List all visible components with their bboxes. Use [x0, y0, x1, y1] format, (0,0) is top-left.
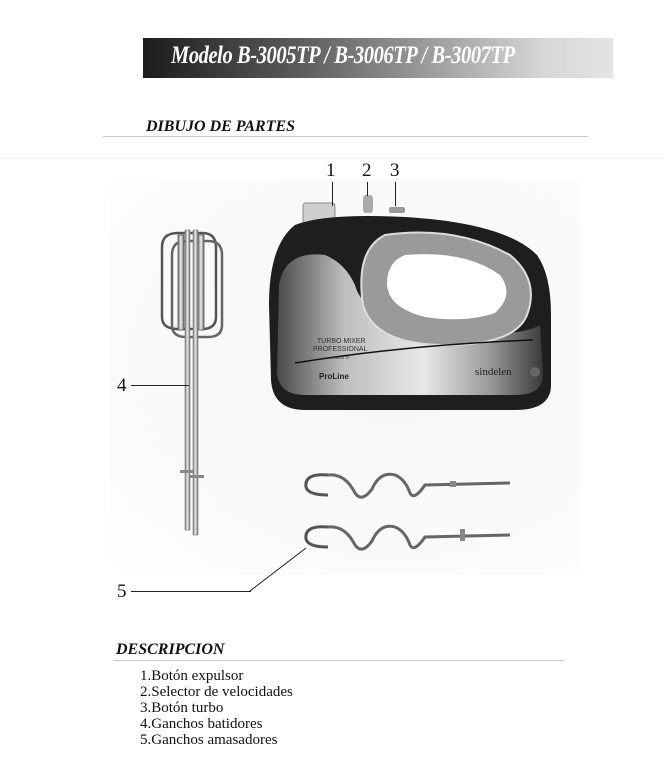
- leader-5-diagonal: [250, 548, 310, 593]
- callout-4: 4: [117, 375, 127, 396]
- callout-1: 1: [326, 160, 336, 181]
- list-item: 3.Botón turbo: [140, 700, 224, 716]
- model-title: Modelo B-3005TP / B-3006TP / B-3007TP: [171, 42, 515, 69]
- badge-line2: PROFESSIONAL: [313, 346, 368, 353]
- description-heading: DESCRIPCION: [116, 641, 225, 658]
- callout-3: 3: [390, 160, 400, 181]
- list-item: 1.Botón expulsor: [140, 668, 244, 684]
- parts-description-list: [140, 668, 293, 748]
- leader-3: [395, 182, 396, 206]
- dough-hooks-illustration: [300, 465, 520, 555]
- callout-2: 2: [362, 160, 372, 181]
- brand-logo: sindelen: [475, 366, 512, 378]
- series-logo: ProLine: [319, 372, 349, 381]
- leader-5-horizontal: [131, 591, 251, 592]
- leader-2: [367, 182, 368, 196]
- list-item: 2.Selector de velocidades: [140, 684, 293, 700]
- list-item: 5.Ganchos amasadores: [140, 732, 278, 748]
- list-item: 4.Ganchos batidores: [140, 716, 263, 732]
- callout-5: 5: [117, 581, 127, 602]
- hand-mixer-illustration: [265, 195, 560, 425]
- parts-heading: DIBUJO DE PARTES: [146, 118, 296, 135]
- leader-1: [332, 182, 333, 206]
- badge-line1: TURBO MIXER: [317, 338, 366, 345]
- description-heading-rule: [114, 660, 564, 661]
- leader-4: [131, 385, 189, 386]
- model-banner: [143, 38, 613, 78]
- badge-model: B-3005 TP: [331, 355, 351, 360]
- parts-heading-rule: [103, 136, 588, 137]
